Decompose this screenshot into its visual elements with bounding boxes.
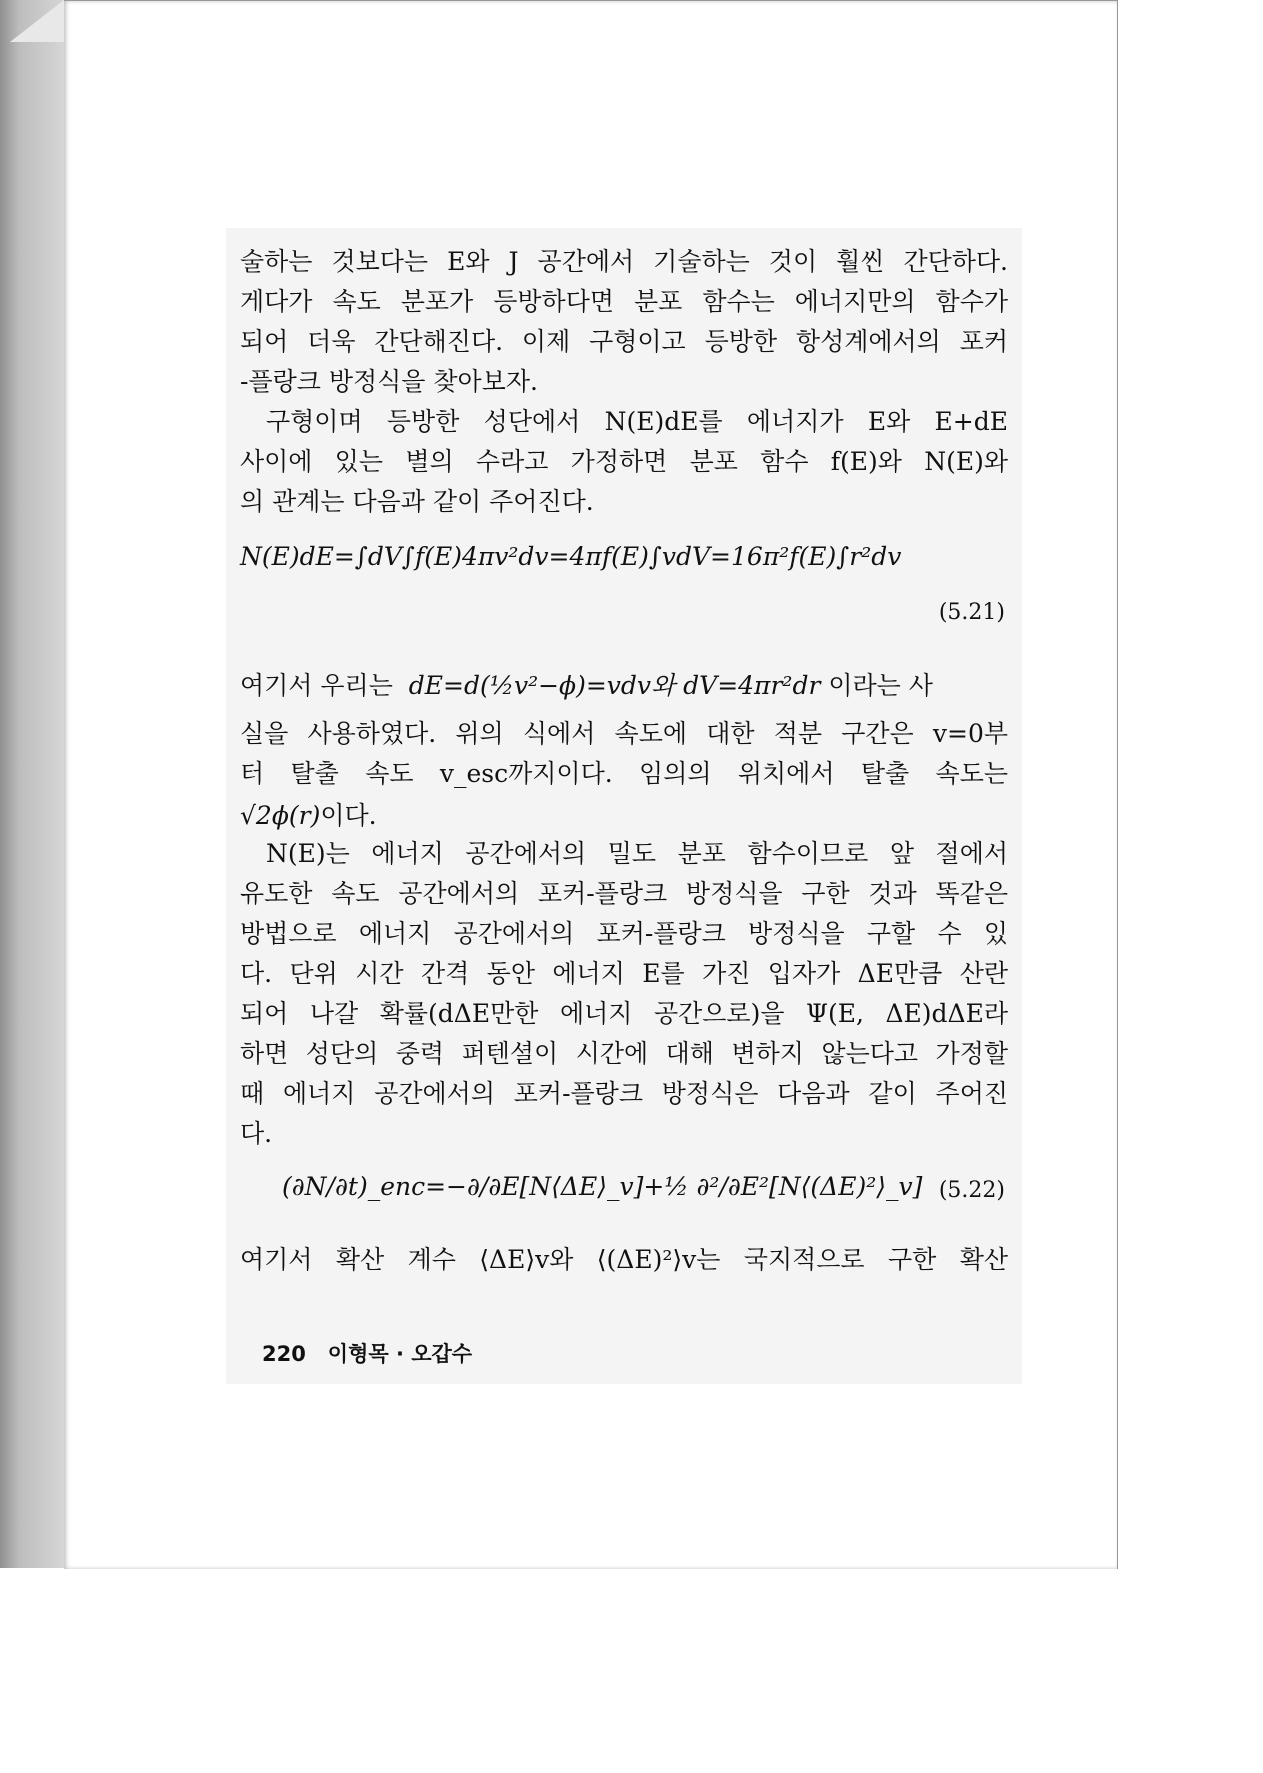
equation-number-5-21: (5.21) <box>938 600 1005 625</box>
paragraph2-line: 구형이며 등방한 성단에서 N(E)dE를 에너지가 E와 E+dE <box>266 407 1008 436</box>
equation-number-5-22: (5.22) <box>938 1178 1005 1203</box>
page-number: 220 <box>262 1342 306 1366</box>
paragraph4-line: 되어 나갈 확률(dΔE만한 에너지 공간으로)을 Ψ(E, ΔE)dΔE라 <box>240 999 1008 1028</box>
paragraph4-line: 다. 단위 시간 간격 동안 에너지 E를 가진 입자가 ΔE만큼 산란 <box>240 959 1008 988</box>
paragraph1-line: 되어 더욱 간단해진다. 이제 구형이고 등방한 항성계에서의 포커 <box>240 327 1008 356</box>
sqrt-escape-velocity: √2ϕ(r) <box>240 801 321 830</box>
paragraph4-line: 방법으로 에너지 공간에서의 포커-플랑크 방정식을 구할 수 있 <box>240 919 1008 948</box>
paragraph4-line: 하면 성단의 중력 퍼텐셜이 시간에 대해 변하지 않는다고 가정할 <box>240 1039 1008 1068</box>
paragraph3-line4 <box>240 796 377 832</box>
equation-5-22-rhs: =−∂/∂E[N⟨ΔE⟩_v]+½ ∂²/∂E²[N⟨(ΔE)²⟩_v] <box>425 1172 923 1201</box>
paragraph1-line: 술하는 것보다는 E와 J 공간에서 기술하는 것이 훨씬 간단하다. <box>240 247 1008 276</box>
equation-5-22-lhs: (∂N/∂t)_enc <box>282 1172 426 1201</box>
equation-5-21: N(E)dE=∫dV∫f(E)4πv²dv=4πf(E)∫vdV=16π²f(E)∫r²dv <box>240 542 902 571</box>
paragraph3-line1 <box>240 666 933 702</box>
paragraph3-line1-suffix: 이라는 사 <box>828 671 933 700</box>
paragraph2-line: 의 관계는 다음과 같이 주어진다. <box>240 487 594 516</box>
paragraph3-line4-suffix: 이다. <box>320 801 377 830</box>
equation-5-22 <box>282 1172 922 1201</box>
paragraph3-line: 실을 사용하였다. 위의 식에서 속도에 대한 적분 구간은 v=0부 <box>240 719 1008 748</box>
paragraph3-line: 터 탈출 속도 v_esc까지이다. 임의의 위치에서 탈출 속도는 <box>240 759 1008 788</box>
paragraph3-line1-math: dE=d(½v²−ϕ)=vdv와 dV=4πr²dr <box>408 671 821 700</box>
book-spine-edge <box>0 0 64 1568</box>
paragraph4-line: 유도한 속도 공간에서의 포커-플랑크 방정식을 구한 것과 똑같은 <box>240 879 1008 908</box>
paragraph4-line: 때 에너지 공간에서의 포커-플랑크 방정식은 다음과 같이 주어진 <box>240 1079 1008 1108</box>
paragraph5-line: 여기서 확산 계수 ⟨ΔE⟩v와 ⟨(ΔE)²⟩v는 국지적으로 구한 확산 <box>240 1245 1008 1274</box>
paragraph4-line: N(E)는 에너지 공간에서의 밀도 분포 함수이므로 앞 절에서 <box>266 839 1008 868</box>
paragraph1-line: -플랑크 방정식을 찾아보자. <box>240 367 538 396</box>
page-footer <box>262 1338 472 1368</box>
authors: 이형목 · 오갑수 <box>327 1342 473 1366</box>
paragraph4-line: 다. <box>240 1119 273 1148</box>
paragraph2-line: 사이에 있는 별의 수라고 가정하면 분포 함수 f(E)와 N(E)와 <box>240 447 1008 476</box>
paragraph1-line: 게다가 속도 분포가 등방하다면 분포 함수는 에너지만의 함수가 <box>240 287 1008 316</box>
paragraph3-line1-prefix: 여기서 우리는 <box>240 671 393 700</box>
